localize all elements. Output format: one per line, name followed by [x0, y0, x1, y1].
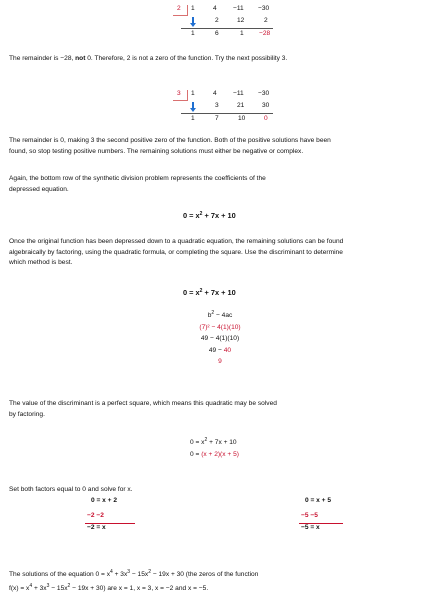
fact-line-1: $0 = x^2 + 7x + 10$	[190, 437, 237, 446]
cell: 1	[240, 30, 244, 37]
solutions-line-1: The solutions of the equation $0 = x^4 + 3x^3 - 15x^2 - 19x + 30$ (the zeros of the function	[9, 569, 259, 578]
solve-b-line-1: 0 = x + 5	[305, 497, 332, 504]
down-arrow-icon	[192, 17, 194, 24]
solve-a-line-3: −2 = x	[87, 524, 106, 531]
cell: −11	[233, 5, 244, 12]
solve-b-line-2: −5 −5	[301, 512, 318, 519]
cell: 4	[213, 5, 217, 12]
fact-line-2: 0 = (x + 2)(x + 5)	[190, 451, 239, 458]
divisor: 2	[177, 5, 181, 12]
down-arrow-icon	[192, 102, 194, 109]
disc-line-5: 9	[218, 358, 222, 365]
paragraph-set-factors: Set both factors equal to 0 and solve for x.	[9, 486, 133, 493]
paragraph-depressed: Again, the bottom row of the synthetic division problem represents the coefficients of the depressed equation.	[9, 175, 266, 193]
paragraph-remainder-2: The remainder is 0, making 3 the second positive zero of the function. Both of the positive solutions have been found, so stop testing positive numbers. The remaining solutions must either be negative or complex.	[9, 137, 331, 155]
cell: −11	[233, 90, 244, 97]
cell: 1	[191, 30, 195, 37]
equation-depressed: $0 = x^2 + 7x + 10$	[183, 211, 236, 220]
cell: 2	[264, 17, 268, 24]
equation-quadratic: $0 = x^2 + 7x + 10$	[183, 288, 236, 297]
divisor: 3	[177, 90, 181, 97]
solve-b-line-3: −5 = x	[301, 524, 320, 531]
disc-line-4: 49 − 40	[208, 346, 232, 354]
disc-line-2: (7)² − 4(1)(10)	[199, 323, 241, 331]
cell: 4	[213, 90, 217, 97]
solve-a-line-1: 0 = x + 2	[91, 497, 118, 504]
factored-form	[190, 434, 239, 461]
cell: 1	[191, 90, 195, 97]
cell: −30	[258, 90, 270, 97]
cell: 1	[191, 5, 195, 12]
cell: 21	[237, 102, 245, 109]
disc-line-3: 49 − 4(1)(10)	[200, 335, 240, 342]
cell: 10	[238, 115, 246, 122]
cell: 7	[215, 115, 219, 122]
remainder: −28	[259, 30, 271, 37]
divider	[181, 113, 273, 114]
paragraph-methods: Once the original function has been depressed down to a quadratic equation, the remaining solutions can be found algebraically by factoring, using the quadratic formula, or completing the square. Use the discriminant to determine which method is best.	[9, 238, 344, 266]
cell: 6	[215, 30, 219, 37]
paragraph-perfect-square: The value of the discriminant is a perfect square, which means this quadratic may be solved by factoring.	[9, 400, 277, 418]
discriminant-work	[180, 308, 260, 368]
remainder: 0	[264, 115, 268, 122]
solutions-line-2: $f(x) = x^4 + 3x^3 - 15x^2 - 19x + 30$) are x = 1, x = 3, x = −2 and x = −5.	[9, 582, 209, 592]
cell: 3	[215, 102, 219, 109]
paragraph-remainder-1: The remainder is −28, not 0. Therefore, 2 is not a zero of the function. Try the next possibility 3.	[9, 55, 288, 62]
cell: 30	[262, 102, 270, 109]
cell: −30	[258, 5, 270, 12]
disc-line-1: $b^2 - 4ac$	[207, 310, 233, 319]
solve-a-line-2: −2 −2	[87, 512, 104, 519]
cell: 1	[191, 115, 195, 122]
paragraph-solutions	[9, 567, 258, 594]
cell: 2	[215, 17, 219, 24]
cell: 12	[237, 17, 245, 24]
